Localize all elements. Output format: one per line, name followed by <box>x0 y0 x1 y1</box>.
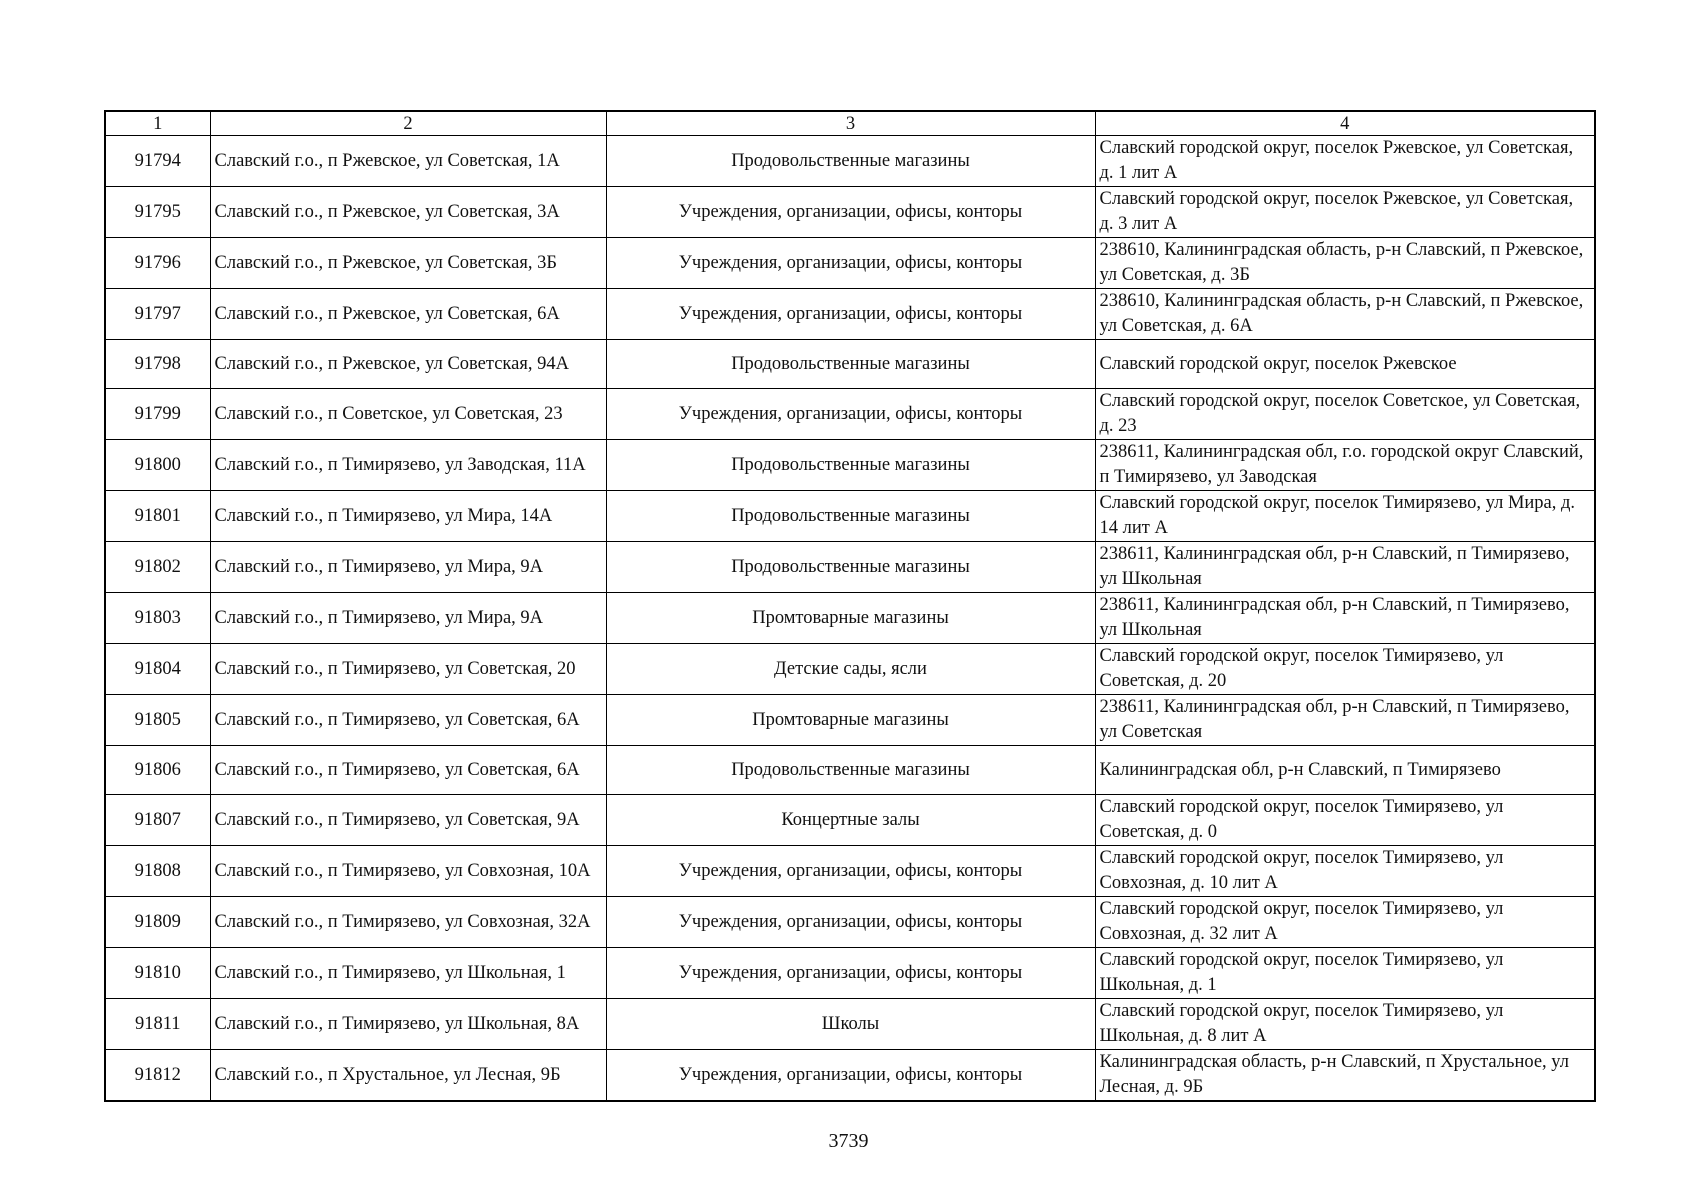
address-cell: Славский г.о., п Ржевское, ул Советская, 3Б <box>210 238 606 289</box>
table-row <box>105 644 1595 695</box>
table-row <box>105 440 1595 491</box>
category-cell: Школы <box>606 999 1095 1050</box>
category-cell: Учреждения, организации, офисы, конторы <box>606 897 1095 948</box>
row-id-cell: 91797 <box>105 289 210 340</box>
location-cell: Славский городской округ, поселок Тимирязево, ул Школьная, д. 8 лит А <box>1095 999 1595 1050</box>
address-cell: Славский г.о., п Тимирязево, ул Заводская, 11А <box>210 440 606 491</box>
header-cell-4: 4 <box>1095 111 1595 136</box>
location-cell: 238610, Калининградская область, р-н Славский, п Ржевское, ул Советская, д. 6А <box>1095 289 1595 340</box>
category-cell: Учреждения, организации, офисы, конторы <box>606 389 1095 440</box>
table-row <box>105 593 1595 644</box>
header-cell-3: 3 <box>606 111 1095 136</box>
category-cell: Учреждения, организации, офисы, конторы <box>606 1050 1095 1102</box>
row-id-cell: 91809 <box>105 897 210 948</box>
category-cell: Продовольственные магазины <box>606 340 1095 389</box>
table-row <box>105 542 1595 593</box>
location-cell: Славский городской округ, поселок Тимирязево, ул Совхозная, д. 10 лит А <box>1095 846 1595 897</box>
table-row <box>105 795 1595 846</box>
category-cell: Продовольственные магазины <box>606 440 1095 491</box>
row-id-cell: 91803 <box>105 593 210 644</box>
address-cell: Славский г.о., п Ржевское, ул Советская, 6А <box>210 289 606 340</box>
category-cell: Промтоварные магазины <box>606 695 1095 746</box>
location-cell: Славский городской округ, поселок Советское, ул Советская, д. 23 <box>1095 389 1595 440</box>
location-cell: 238611, Калининградская обл, р-н Славский, п Тимирязево, ул Советская <box>1095 695 1595 746</box>
row-id-cell: 91808 <box>105 846 210 897</box>
category-cell: Детские сады, ясли <box>606 644 1095 695</box>
address-cell: Славский г.о., п Тимирязево, ул Советская, 6А <box>210 695 606 746</box>
row-id-cell: 91810 <box>105 948 210 999</box>
table-row <box>105 340 1595 389</box>
table-row <box>105 846 1595 897</box>
location-cell: 238611, Калининградская обл, р-н Славский, п Тимирязево, ул Школьная <box>1095 593 1595 644</box>
address-cell: Славский г.о., п Тимирязево, ул Мира, 9А <box>210 593 606 644</box>
location-cell: Славский городской округ, поселок Тимирязево, ул Советская, д. 20 <box>1095 644 1595 695</box>
row-id-cell: 91796 <box>105 238 210 289</box>
table-body <box>105 111 1595 1101</box>
address-cell: Славский г.о., п Тимирязево, ул Школьная, 1 <box>210 948 606 999</box>
row-id-cell: 91800 <box>105 440 210 491</box>
location-cell: Славский городской округ, поселок Тимирязево, ул Мира, д. 14 лит А <box>1095 491 1595 542</box>
location-cell: Славский городской округ, поселок Тимирязево, ул Советская, д. 0 <box>1095 795 1595 846</box>
location-cell: Славский городской округ, поселок Тимирязево, ул Совхозная, д. 32 лит А <box>1095 897 1595 948</box>
table-row <box>105 389 1595 440</box>
address-cell: Славский г.о., п Тимирязево, ул Советская, 9А <box>210 795 606 846</box>
table-row <box>105 746 1595 795</box>
row-id-cell: 91811 <box>105 999 210 1050</box>
address-cell: Славский г.о., п Тимирязево, ул Советская, 6А <box>210 746 606 795</box>
row-id-cell: 91795 <box>105 187 210 238</box>
address-cell: Славский г.о., п Хрустальное, ул Лесная, 9Б <box>210 1050 606 1102</box>
location-cell: Калининградская область, р-н Славский, п Хрустальное, ул Лесная, д. 9Б <box>1095 1050 1595 1102</box>
address-cell: Славский г.о., п Тимирязево, ул Совхозная, 32А <box>210 897 606 948</box>
category-cell: Концертные залы <box>606 795 1095 846</box>
row-id-cell: 91802 <box>105 542 210 593</box>
category-cell: Продовольственные магазины <box>606 746 1095 795</box>
address-cell: Славский г.о., п Ржевское, ул Советская, 1А <box>210 136 606 187</box>
row-id-cell: 91801 <box>105 491 210 542</box>
page-number: 3739 <box>828 1130 869 1152</box>
row-id-cell: 91805 <box>105 695 210 746</box>
location-cell: Славский городской округ, поселок Ржевское <box>1095 340 1595 389</box>
address-cell: Славский г.о., п Тимирязево, ул Совхозная, 10А <box>210 846 606 897</box>
address-cell: Славский г.о., п Тимирязево, ул Мира, 14А <box>210 491 606 542</box>
address-cell: Славский г.о., п Ржевское, ул Советская, 3А <box>210 187 606 238</box>
category-cell: Учреждения, организации, офисы, конторы <box>606 238 1095 289</box>
address-cell: Славский г.о., п Ржевское, ул Советская, 94А <box>210 340 606 389</box>
table-row <box>105 238 1595 289</box>
row-id-cell: 91804 <box>105 644 210 695</box>
row-id-cell: 91798 <box>105 340 210 389</box>
table-row <box>105 1050 1595 1102</box>
category-cell: Продовольственные магазины <box>606 491 1095 542</box>
row-id-cell: 91799 <box>105 389 210 440</box>
row-id-cell: 91807 <box>105 795 210 846</box>
header-cell-2: 2 <box>210 111 606 136</box>
table-row <box>105 187 1595 238</box>
header-row <box>105 111 1595 136</box>
address-cell: Славский г.о., п Советское, ул Советская, 23 <box>210 389 606 440</box>
location-cell: Славский городской округ, поселок Ржевское, ул Советская, д. 3 лит А <box>1095 187 1595 238</box>
table-row <box>105 289 1595 340</box>
location-cell: Калининградская обл, р-н Славский, п Тимирязево <box>1095 746 1595 795</box>
row-id-cell: 91794 <box>105 136 210 187</box>
category-cell: Учреждения, организации, офисы, конторы <box>606 948 1095 999</box>
row-id-cell: 91812 <box>105 1050 210 1102</box>
table-row <box>105 999 1595 1050</box>
location-cell: 238611, Калининградская обл, г.о. городской округ Славский, п Тимирязево, ул Заводская <box>1095 440 1595 491</box>
data-table <box>104 110 1596 1102</box>
table-row <box>105 491 1595 542</box>
category-cell: Продовольственные магазины <box>606 136 1095 187</box>
table-row <box>105 897 1595 948</box>
address-cell: Славский г.о., п Тимирязево, ул Школьная, 8А <box>210 999 606 1050</box>
address-cell: Славский г.о., п Тимирязево, ул Советская, 20 <box>210 644 606 695</box>
location-cell: 238610, Калининградская область, р-н Славский, п Ржевское, ул Советская, д. 3Б <box>1095 238 1595 289</box>
category-cell: Учреждения, организации, офисы, конторы <box>606 289 1095 340</box>
category-cell: Продовольственные магазины <box>606 542 1095 593</box>
category-cell: Промтоварные магазины <box>606 593 1095 644</box>
category-cell: Учреждения, организации, офисы, конторы <box>606 187 1095 238</box>
row-id-cell: 91806 <box>105 746 210 795</box>
table-row <box>105 136 1595 187</box>
table-row <box>105 695 1595 746</box>
address-cell: Славский г.о., п Тимирязево, ул Мира, 9А <box>210 542 606 593</box>
header-cell-1: 1 <box>105 111 210 136</box>
table-row <box>105 948 1595 999</box>
category-cell: Учреждения, организации, офисы, конторы <box>606 846 1095 897</box>
location-cell: 238611, Калининградская обл, р-н Славский, п Тимирязево, ул Школьная <box>1095 542 1595 593</box>
location-cell: Славский городской округ, поселок Тимирязево, ул Школьная, д. 1 <box>1095 948 1595 999</box>
location-cell: Славский городской округ, поселок Ржевское, ул Советская, д. 1 лит А <box>1095 136 1595 187</box>
